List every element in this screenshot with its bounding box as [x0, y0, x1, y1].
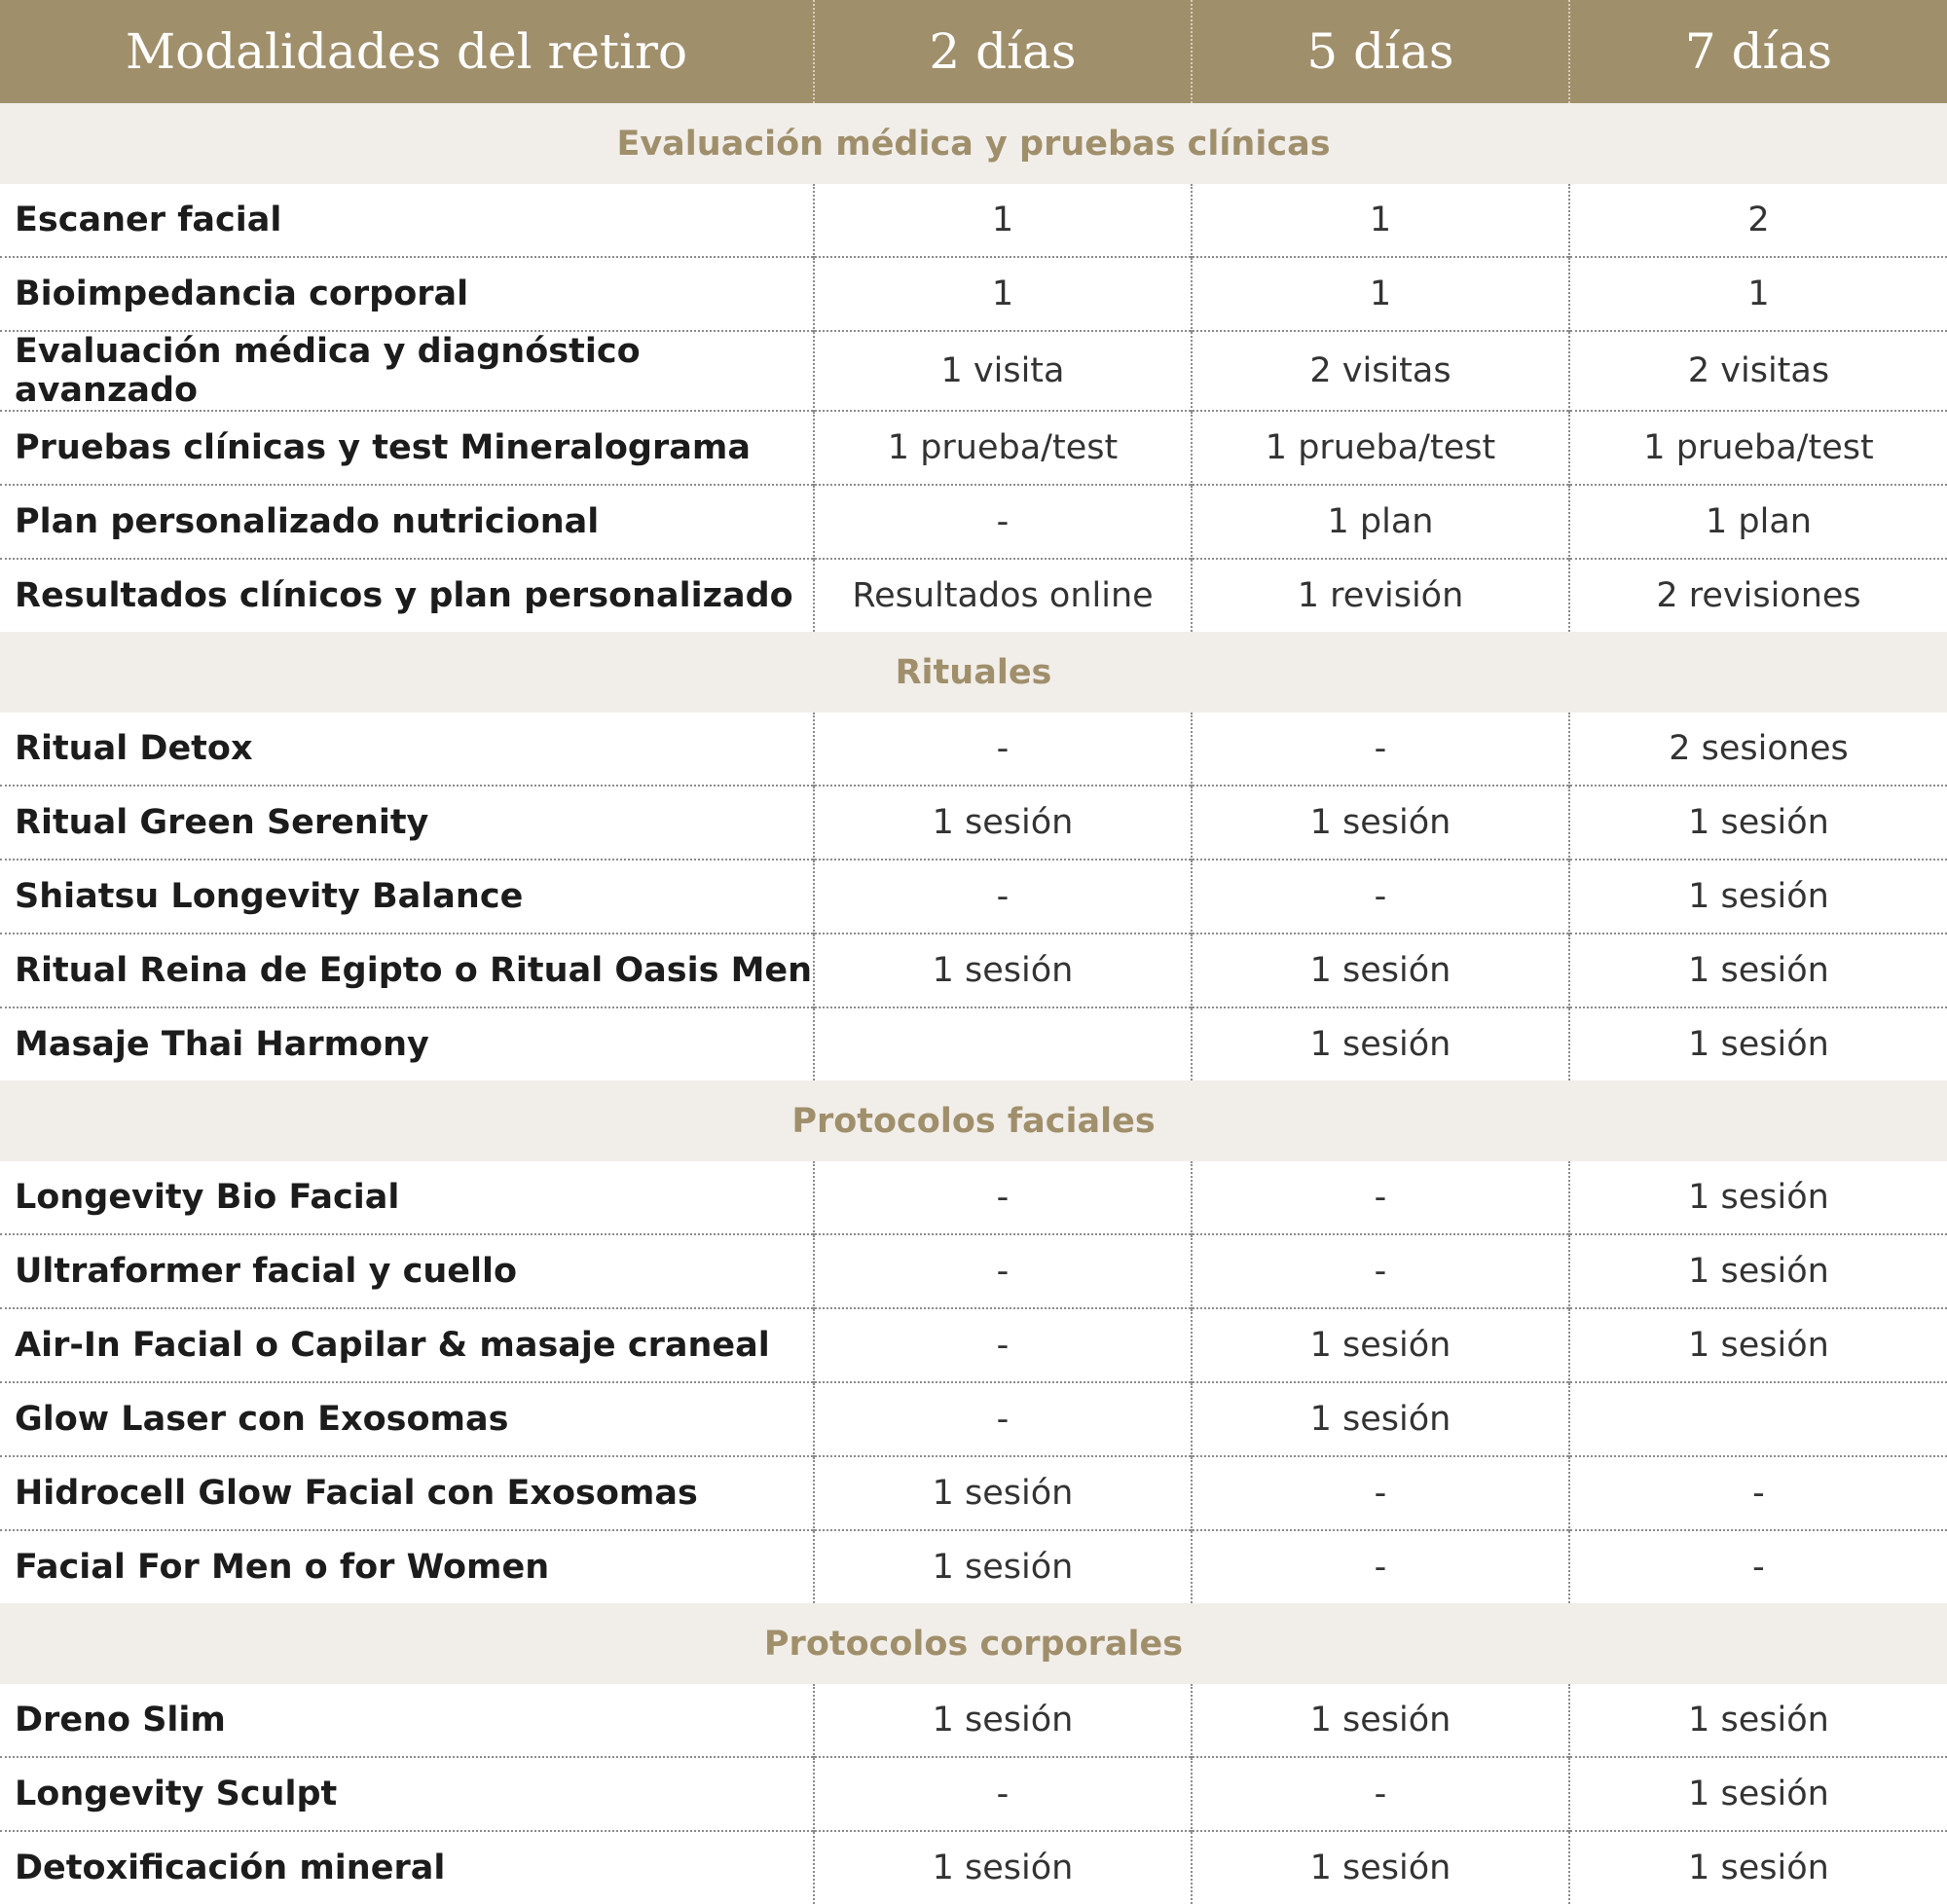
row-value: 2 [1569, 184, 1947, 257]
row-label: Bioimpedancia corporal [0, 257, 814, 331]
table-row [0, 1382, 1947, 1456]
row-value: 2 visitas [1569, 331, 1947, 411]
row-value: 2 revisiones [1569, 559, 1947, 632]
row-value: 1 sesión [814, 1684, 1192, 1757]
row-value: 2 sesiones [1569, 713, 1947, 786]
table-row [0, 411, 1947, 485]
row-label: Escaner facial [15, 201, 282, 239]
table-row [0, 1530, 1947, 1603]
table-row [0, 786, 1947, 860]
row-value: - [1192, 1530, 1569, 1603]
row-value: 1 [1192, 184, 1569, 257]
row-value: Resultados online [814, 559, 1192, 632]
row-label: Evaluación médica y diagnóstico avanzado [0, 331, 814, 411]
row-label: Ritual Reina de Egipto o Ritual Oasis Men [0, 934, 814, 1007]
row-value: 1 sesión [1569, 786, 1947, 860]
row-value: - [1569, 1530, 1947, 1603]
section-header [0, 103, 1947, 184]
row-label: Facial For Men o for Women [0, 1530, 814, 1603]
row-label: Longevity Bio Facial [15, 1178, 400, 1217]
table-row [0, 1007, 1947, 1080]
row-value: 1 sesión [1192, 1308, 1569, 1382]
row-value: 1 sesión [1569, 1007, 1947, 1080]
row-value: - [814, 1234, 1192, 1308]
row-value: - [1192, 860, 1569, 934]
row-label: Detoxificación mineral [0, 1831, 814, 1904]
row-label: Glow Laser con Exosomas [0, 1382, 814, 1456]
section-header [0, 632, 1947, 713]
row-value: 1 revisión [1192, 559, 1569, 632]
header-column: 2 días [814, 0, 1192, 103]
row-label: Pruebas clínicas y test Mineralograma [0, 411, 814, 485]
table-row [0, 713, 1947, 786]
row-value: 1 sesión [1192, 934, 1569, 1007]
row-value: 1 plan [1569, 485, 1947, 559]
row-value: 1 sesión [1569, 1684, 1947, 1757]
header-label: Modalidades del retiro [0, 0, 814, 103]
row-value: - [814, 1382, 1192, 1456]
row-value: - [1192, 1234, 1569, 1308]
table-row [0, 1456, 1947, 1530]
row-value: 1 sesión [814, 934, 1192, 1007]
row-value: 1 sesión [1569, 1234, 1947, 1308]
row-value: - [814, 713, 1192, 786]
table-row [0, 860, 1947, 934]
row-value: - [1192, 1757, 1569, 1831]
table-row [0, 1757, 1947, 1831]
row-value [814, 1007, 1192, 1080]
row-label: Ritual Green Serenity [0, 786, 814, 860]
row-value: 1 prueba/test [1192, 411, 1569, 485]
row-value: 1 sesión [1569, 1831, 1947, 1904]
section-title: Rituales [0, 632, 1947, 713]
row-label: Hidrocell Glow Facial con Exosomas [0, 1456, 814, 1530]
row-label: Dreno Slim [15, 1701, 226, 1739]
row-value: - [1192, 1161, 1569, 1234]
row-value: 1 prueba/test [814, 411, 1192, 485]
row-label: Ultraformer facial y cuello [0, 1234, 814, 1308]
table-row [0, 1308, 1947, 1382]
row-value: - [814, 860, 1192, 934]
row-value: 1 sesión [1569, 934, 1947, 1007]
row-value: 1 [814, 184, 1192, 257]
row-value: 1 sesión [814, 1456, 1192, 1530]
table-row [0, 559, 1947, 632]
row-value: 1 sesión [1192, 1831, 1569, 1904]
row-value: 1 sesión [814, 786, 1192, 860]
row-value: 1 sesión [814, 1530, 1192, 1603]
row-value: 1 visita [814, 331, 1192, 411]
row-value: 1 plan [1192, 485, 1569, 559]
row-label: Air-In Facial o Capilar & masaje craneal [0, 1308, 814, 1382]
table-row [0, 1234, 1947, 1308]
row-value: 1 sesión [1569, 860, 1947, 934]
row-value: 1 sesión [1192, 1382, 1569, 1456]
row-value: - [814, 1161, 1192, 1234]
section-header [0, 1080, 1947, 1161]
row-value: - [814, 1757, 1192, 1831]
section-title: Protocolos faciales [0, 1080, 1947, 1161]
row-value: 1 sesión [814, 1831, 1192, 1904]
row-label: Masaje Thai Harmony [0, 1007, 814, 1080]
row-label: Plan personalizado nutricional [0, 485, 814, 559]
table-row [0, 331, 1947, 411]
row-value: 1 sesión [1569, 1161, 1947, 1234]
row-label: Ritual Detox [15, 729, 253, 768]
row-value: - [1192, 1456, 1569, 1530]
section-title: Evaluación médica y pruebas clínicas [0, 103, 1947, 184]
row-value: 1 sesión [1192, 786, 1569, 860]
section-header [0, 1603, 1947, 1684]
row-value: 1 sesión [1569, 1308, 1947, 1382]
table-row [0, 485, 1947, 559]
row-value: 1 [1569, 257, 1947, 331]
row-value: 1 sesión [1569, 1757, 1947, 1831]
row-value: - [814, 485, 1192, 559]
header-column: 7 días [1569, 0, 1947, 103]
row-value: 1 sesión [1192, 1684, 1569, 1757]
row-value: - [1192, 713, 1569, 786]
header-row [0, 0, 1947, 103]
table-row [0, 934, 1947, 1007]
table-row [0, 257, 1947, 331]
row-label: Longevity Sculpt [0, 1757, 814, 1831]
table-row [0, 184, 1947, 257]
header-column: 5 días [1192, 0, 1569, 103]
row-value: - [1569, 1456, 1947, 1530]
row-value: - [814, 1308, 1192, 1382]
table-row [0, 1684, 1947, 1757]
table-row [0, 1161, 1947, 1234]
row-label: Shiatsu Longevity Balance [0, 860, 814, 934]
row-value: 1 sesión [1192, 1007, 1569, 1080]
table-row [0, 1831, 1947, 1904]
section-title: Protocolos corporales [0, 1603, 1947, 1684]
row-label: Resultados clínicos y plan personalizado [0, 559, 814, 632]
row-value: 2 visitas [1192, 331, 1569, 411]
row-value: 1 [814, 257, 1192, 331]
row-value: 1 prueba/test [1569, 411, 1947, 485]
row-value [1569, 1382, 1947, 1456]
row-value: 1 [1192, 257, 1569, 331]
